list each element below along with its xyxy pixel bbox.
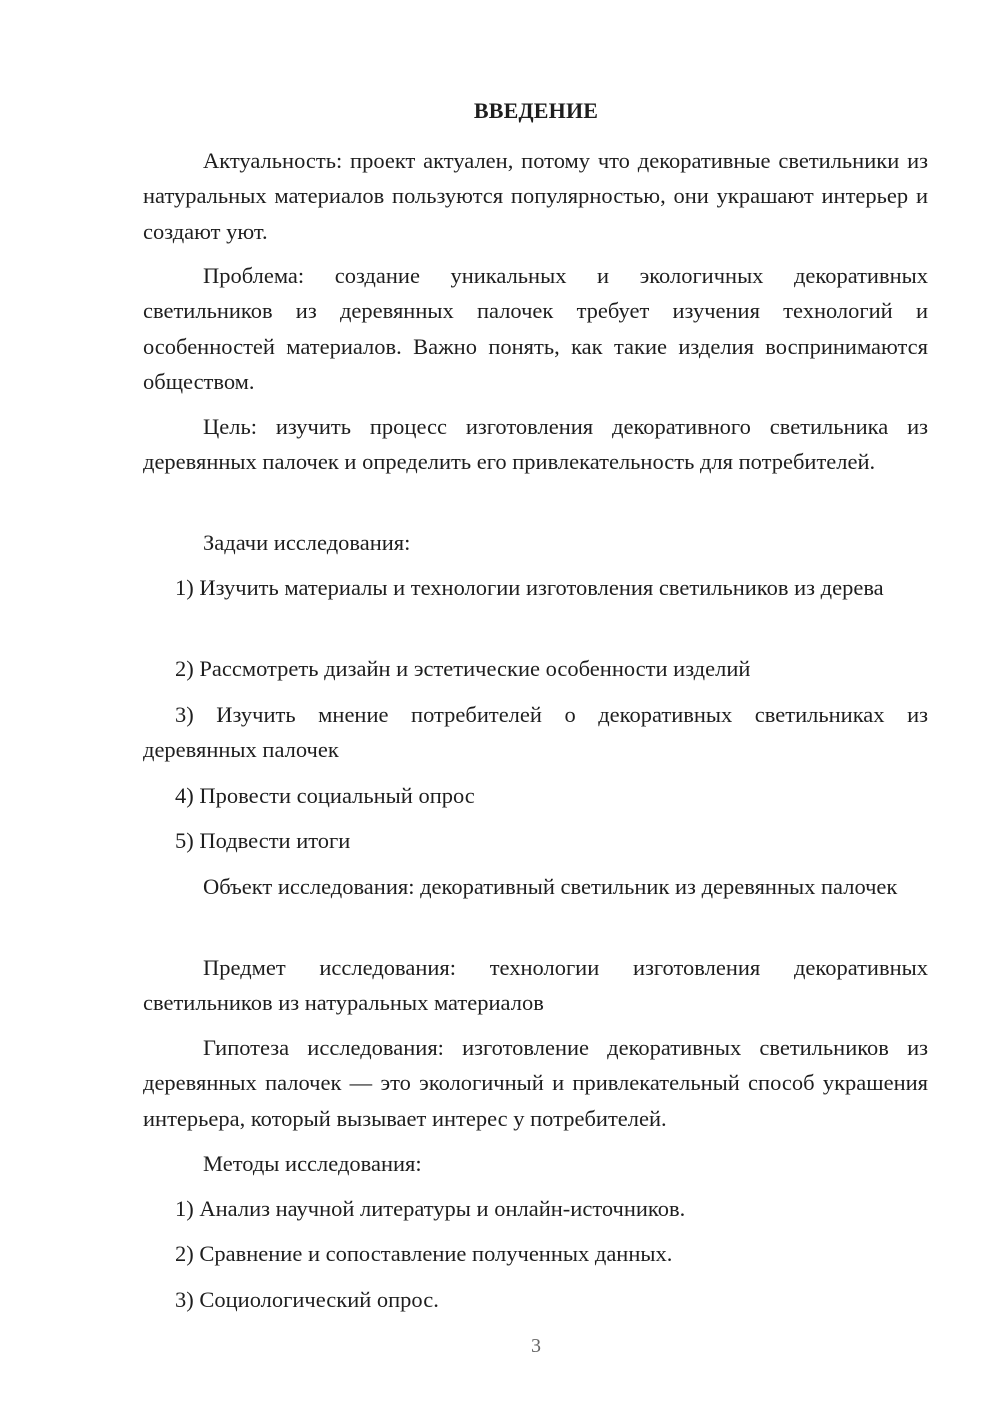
method-item: 3) Социологический опрос. bbox=[175, 1287, 439, 1312]
method-item: 1) Анализ научной литературы и онлайн-источников. bbox=[175, 1196, 686, 1221]
task-item: 3) Изучить мнение потребителей о декоративных светильниках из деревянных палочек bbox=[143, 702, 928, 763]
task-item: 4) Провести социальный опрос bbox=[175, 783, 475, 808]
methods-heading: Методы исследования: bbox=[203, 1151, 422, 1176]
subject-paragraph: Предмет исследования: технологии изготовления декоративных светильников из натуральных материалов bbox=[143, 955, 928, 1016]
page-number: 3 bbox=[531, 1335, 541, 1357]
task-item: 1) Изучить материалы и технологии изготовления светильников из дерева bbox=[175, 575, 884, 600]
tasks-heading: Задачи исследования: bbox=[203, 530, 411, 555]
page-title: ВВЕДЕНИЕ bbox=[473, 98, 599, 123]
hypothesis-paragraph: Гипотеза исследования: изготовление декоративных светильников из деревянных палочек — это экологичный и привлекательный способ украшения интерьера, который вызывает интерес у потребителей. bbox=[143, 1035, 928, 1131]
goal-paragraph: Цель: изучить процесс изготовления декоративного светильника из деревянных палочек и определить его привлекательность для потребителей. bbox=[143, 414, 928, 475]
problem-paragraph: Проблема: создание уникальных и экологичных декоративных светильников из деревянных палочек требует изучения технологий и особенностей материалов. Важно понять, как такие изделия воспринимаются обществом. bbox=[143, 263, 928, 394]
object-paragraph: Объект исследования: декоративный светильник из деревянных палочек bbox=[203, 874, 898, 899]
method-item: 2) Сравнение и сопоставление полученных данных. bbox=[175, 1241, 673, 1266]
task-item: 2) Рассмотреть дизайн и эстетические особенности изделий bbox=[175, 656, 751, 681]
task-item: 5) Подвести итоги bbox=[175, 828, 351, 853]
relevance-paragraph: Актуальность: проект актуален, потому что декоративные светильники из натуральных материалов пользуются популярностью, они украшают интерьер и создают уют. bbox=[143, 148, 928, 244]
